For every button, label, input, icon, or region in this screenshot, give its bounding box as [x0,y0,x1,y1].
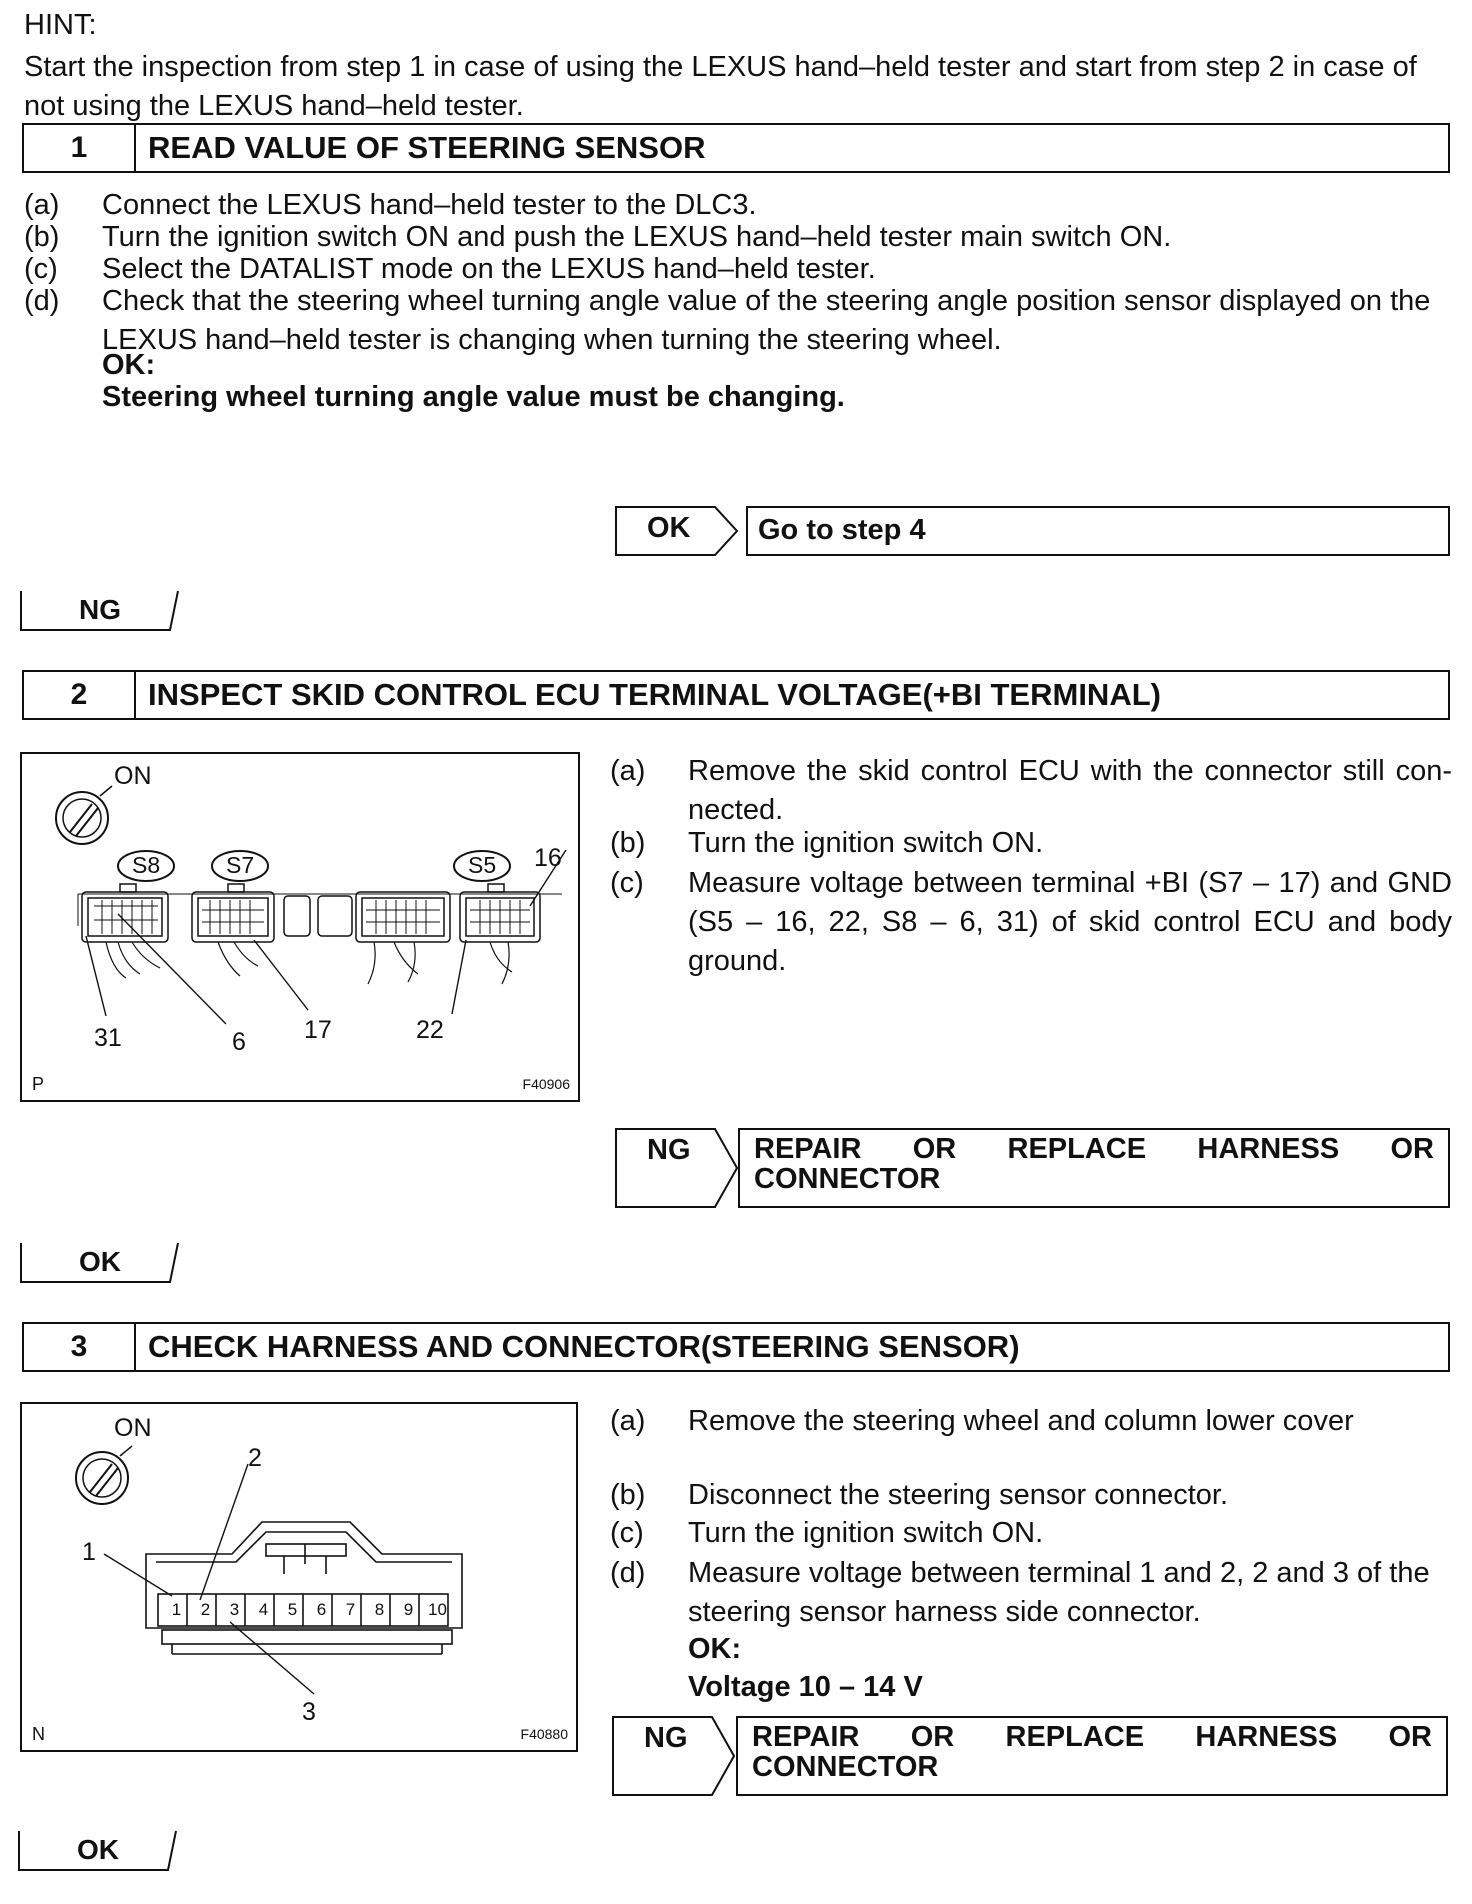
item-label: (c) [24,253,58,285]
step-3-figure [20,1402,578,1752]
arrow-label: NG [647,1134,691,1166]
result-text: REPAIR OR REPLACE HARNESS OR CONNECTOR [752,1721,1432,1783]
switch-label: ON [114,762,152,790]
item-label: (c) [610,1517,644,1549]
step-2-ok-tab [20,1242,180,1284]
item-text: Remove the skid control ECU with the connector still con- nected. [688,755,1452,826]
pin-6: 6 [316,1600,327,1619]
item-text: Connect the LEXUS hand–held tester to the DLC3. [102,189,757,221]
step-3-title: CHECK HARNESS AND CONNECTOR(STEERING SENSOR) [148,1329,1020,1364]
pin-2: 2 [200,1600,211,1619]
pin-8: 8 [374,1600,385,1619]
connector-s8-label: S8 [132,852,161,878]
callout-3: 3 [302,1698,316,1726]
pin-9: 9 [403,1600,414,1619]
item-label: (b) [610,1479,646,1511]
step-2-item-b [610,824,1452,864]
hint-label: HINT: [24,9,97,41]
figure-id: F40880 [520,1726,568,1742]
tab-label: OK [77,1834,119,1865]
callout-2: 2 [248,1444,262,1472]
hint-text: Start the inspection from step 1 in case of using the LEXUS hand–held tester and start from step 2 in case of not using the LEXUS hand–held tester. [24,51,1417,122]
step-3-number: 3 [24,1324,136,1370]
figure-corner-left: P [32,1074,45,1094]
step-3-ok-tab [18,1830,178,1872]
connector-s5-label: S5 [468,852,497,878]
item-label: (c) [610,867,644,899]
pin-5: 5 [287,1600,298,1619]
result-text: Go to step 4 [758,514,926,546]
figure-corner-left: N [32,1724,45,1744]
step-1-title: READ VALUE OF STEERING SENSOR [148,130,706,165]
step-2-header [22,670,1450,720]
step-2-ng-arrow [615,1128,739,1208]
figure-id: F40906 [522,1076,570,1092]
switch-label: ON [114,1414,152,1442]
step-1-header [22,123,1450,173]
sensor-connector-diagram [22,1404,576,1750]
ignition-switch-icon [76,1446,132,1504]
step-2-title: INSPECT SKID CONTROL ECU TERMINAL VOLTAGE(+BI TERMINAL) [148,677,1161,712]
step-1-ok-result [746,506,1450,556]
pin-7: 7 [345,1600,356,1619]
callout-22: 22 [416,1016,444,1044]
tab-label: NG [79,594,121,625]
ecu-body [78,884,562,942]
item-text: Measure voltage between terminal +BI (S7 – 17) and GND (S5 – 16, 22, S8 – 6, 31) of skid control ECU and body ground. [688,867,1452,977]
step-1-ng-tab [20,590,180,632]
step-3-ok-text: Voltage 10 – 14 V [688,1671,923,1703]
step-3-item-c [610,1514,1452,1554]
tab-label: OK [79,1246,121,1277]
callout-16: 16 [534,844,562,872]
step-1-ok-text: Steering wheel turning angle value must be changing. [102,381,845,413]
item-label: (a) [610,755,646,787]
step-2-item-a [610,752,1452,832]
step-3-item-d [610,1554,1452,1634]
item-text: Turn the ignition switch ON. [688,1517,1044,1549]
callout-31: 31 [94,1024,122,1052]
item-label: (b) [24,221,60,253]
item-label: (d) [610,1557,646,1589]
step-1-ok-arrow [615,506,739,556]
item-label: (a) [610,1405,646,1437]
item-label: (a) [24,189,60,221]
callout-6: 6 [232,1028,246,1056]
ignition-switch-icon [56,786,112,844]
pin-1: 1 [171,1600,182,1619]
step-3-header [22,1322,1450,1372]
item-label: (b) [610,827,646,859]
callout-17: 17 [304,1016,332,1044]
connector-s7-label: S7 [226,852,255,878]
item-label: (d) [24,285,60,317]
step-2-ng-result [738,1128,1450,1208]
item-text: Turn the ignition switch ON and push the LEXUS hand–held tester main switch ON. [102,221,1172,253]
pin-4: 4 [258,1600,269,1619]
item-text: Select the DATALIST mode on the LEXUS hand–held tester. [102,253,876,285]
item-text: Check that the steering wheel turning angle value of the steering angle position sensor displayed on the LEXUS hand–held tester is changing when turning the steering wheel. [102,285,1431,356]
step-3-ok-label: OK: [688,1633,742,1665]
step-2-item-c [610,864,1452,984]
connector-labels [118,851,510,881]
step-1-ok-label: OK: [102,349,156,381]
callout-1: 1 [82,1538,96,1566]
item-text: Measure voltage between terminal 1 and 2, 2 and 3 of the steering sensor harness side connector. [688,1557,1430,1628]
item-text: Turn the ignition switch ON. [688,827,1044,859]
pin-3: 3 [229,1600,240,1619]
step-2-figure [20,752,580,1102]
step-3-ng-arrow [612,1716,736,1796]
step-3-item-b [610,1476,1452,1516]
arrow-label: OK [647,512,691,544]
step-3-ng-result [736,1716,1448,1796]
step-3-item-a [610,1402,1452,1442]
step-1-item-d [24,282,1454,362]
result-text: REPAIR OR REPLACE HARNESS OR CONNECTOR [754,1133,1434,1195]
step-2-number: 2 [24,672,136,718]
item-text: Remove the steering wheel and column lower cover [688,1405,1354,1437]
item-text: Disconnect the steering sensor connector. [688,1479,1229,1511]
step-1-number: 1 [24,125,136,171]
arrow-label: NG [644,1722,688,1754]
pin-10: 10 [428,1600,447,1619]
